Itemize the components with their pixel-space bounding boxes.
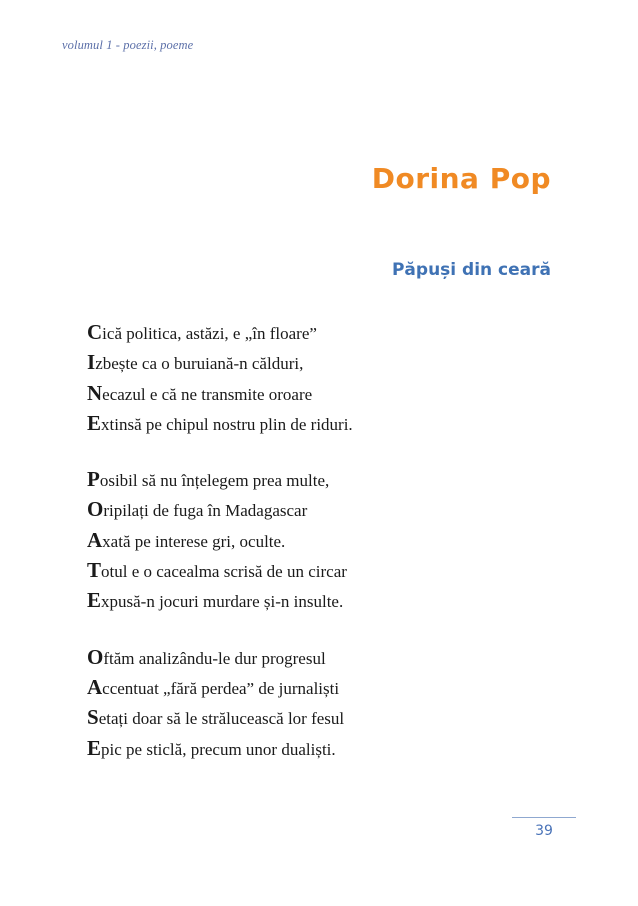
line-text: osibil să nu înțelegem prea multe, (99, 471, 330, 491)
acrostic-letter: N (87, 380, 103, 405)
poem-line (87, 465, 557, 495)
acrostic-letter: O (87, 644, 104, 669)
acrostic-letter: I (87, 350, 96, 375)
page-number: 39 (535, 823, 553, 839)
line-text: ripilați de fuga în Madagascar (103, 501, 308, 521)
acrostic-letter: E (87, 735, 102, 760)
line-text: ică politica, astăzi, e „în floare” (102, 324, 317, 343)
line-text: xpusă-n jocuri murdare și-n insulte. (101, 592, 344, 612)
poem-title: Păpuși din ceară (391, 260, 551, 280)
poem-line (87, 673, 557, 703)
acrostic-letter: A (87, 527, 103, 552)
poem-line (87, 643, 557, 673)
running-header: volumul 1 - poezii, poeme (62, 38, 194, 52)
poem-line (87, 495, 557, 525)
poem-line (87, 556, 557, 586)
poem-line (87, 409, 557, 439)
poem-line (87, 379, 557, 409)
stanza-2 (87, 465, 557, 616)
acrostic-letter: A (87, 674, 103, 699)
line-text: xată pe interese gri, oculte. (102, 531, 286, 551)
line-text: etați doar să le strălucească lor fesul (98, 709, 345, 729)
poem-line (87, 318, 557, 348)
acrostic-letter: E (87, 410, 102, 435)
poem-line (87, 586, 557, 616)
line-text: ccentuat „fără perdea” de jurnaliști (102, 678, 340, 698)
poem-body (87, 318, 557, 790)
acrostic-letter: S (87, 705, 99, 730)
line-text: otul e o cacealma scrisă de un circar (101, 562, 347, 582)
line-text: ftăm analizându-le dur progresul (103, 648, 326, 668)
poem-line (87, 526, 557, 556)
acrostic-letter: T (87, 558, 102, 583)
poem-line (87, 703, 557, 733)
line-text: xtinsă pe chipul nostru plin de riduri. (101, 414, 353, 434)
author-name: Dorina Pop (371, 162, 551, 195)
acrostic-letter: C (87, 320, 103, 344)
acrostic-letter: O (87, 497, 104, 522)
stanza-3 (87, 643, 557, 764)
poem-line (87, 348, 557, 378)
poem-line (87, 734, 557, 764)
line-text: zbește ca o buruiană-n călduri, (95, 354, 304, 374)
line-text: pic pe sticlă, precum unor dualiști. (101, 739, 336, 759)
acrostic-letter: P (87, 467, 100, 492)
stanza-1 (87, 318, 557, 439)
acrostic-letter: E (87, 588, 102, 613)
line-text: ecazul e că ne transmite oroare (102, 384, 313, 404)
footer-divider (512, 817, 576, 818)
